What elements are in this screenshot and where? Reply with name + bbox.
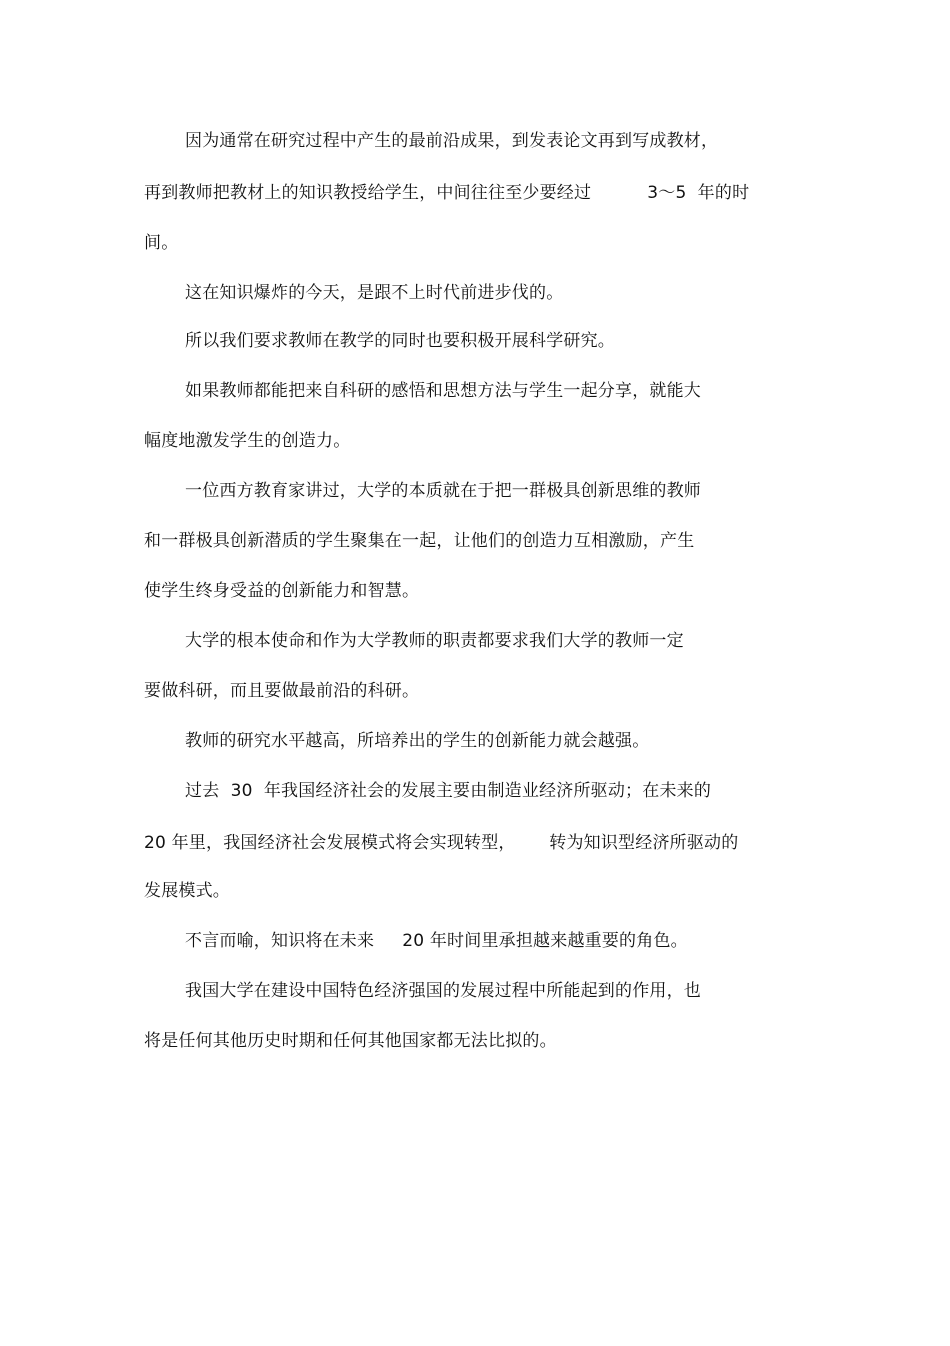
text-line: 过去 30 年我国经济社会的发展主要由制造业经济所驱动；在未来的	[185, 781, 712, 801]
text-line: 再到教师把教材上的知识教授给学生，中间往往至少要经过 3～5 年的时	[144, 183, 750, 203]
text-line: 要做科研，而且要做最前沿的科研。	[144, 681, 420, 701]
text-line: 这在知识爆炸的今天，是跟不上时代前进步伐的。	[185, 283, 564, 303]
text-line: 间。	[144, 233, 179, 253]
text-line: 20 年里，我国经济社会发展模式将会实现转型， 转为知识型经济所驱动的	[144, 833, 739, 853]
text-line: 和一群极具创新潜质的学生聚集在一起，让他们的创造力互相激励，产生	[144, 531, 695, 551]
text-line: 教师的研究水平越高，所培养出的学生的创新能力就会越强。	[185, 731, 650, 751]
text-line: 幅度地激发学生的创造力。	[144, 431, 351, 451]
text-line: 一位西方教育家讲过，大学的本质就在于把一群极具创新思维的教师	[185, 481, 701, 501]
text-line: 大学的根本使命和作为大学教师的职责都要求我们大学的教师一定	[185, 631, 684, 651]
text-line: 因为通常在研究过程中产生的最前沿成果，到发表论文再到写成教材，	[185, 131, 719, 151]
text-line: 使学生终身受益的创新能力和智慧。	[144, 581, 420, 601]
text-line: 发展模式。	[144, 881, 230, 901]
text-line: 将是任何其他历史时期和任何其他国家都无法比拟的。	[144, 1031, 557, 1051]
text-line: 我国大学在建设中国特色经济强国的发展过程中所能起到的作用，也	[185, 981, 701, 1001]
text-line: 如果教师都能把来自科研的感悟和思想方法与学生一起分享，就能大	[185, 381, 701, 401]
text-line: 不言而喻，知识将在未来 20 年时间里承担越来越重要的角色。	[185, 931, 688, 951]
text-line: 所以我们要求教师在教学的同时也要积极开展科学研究。	[185, 331, 615, 351]
